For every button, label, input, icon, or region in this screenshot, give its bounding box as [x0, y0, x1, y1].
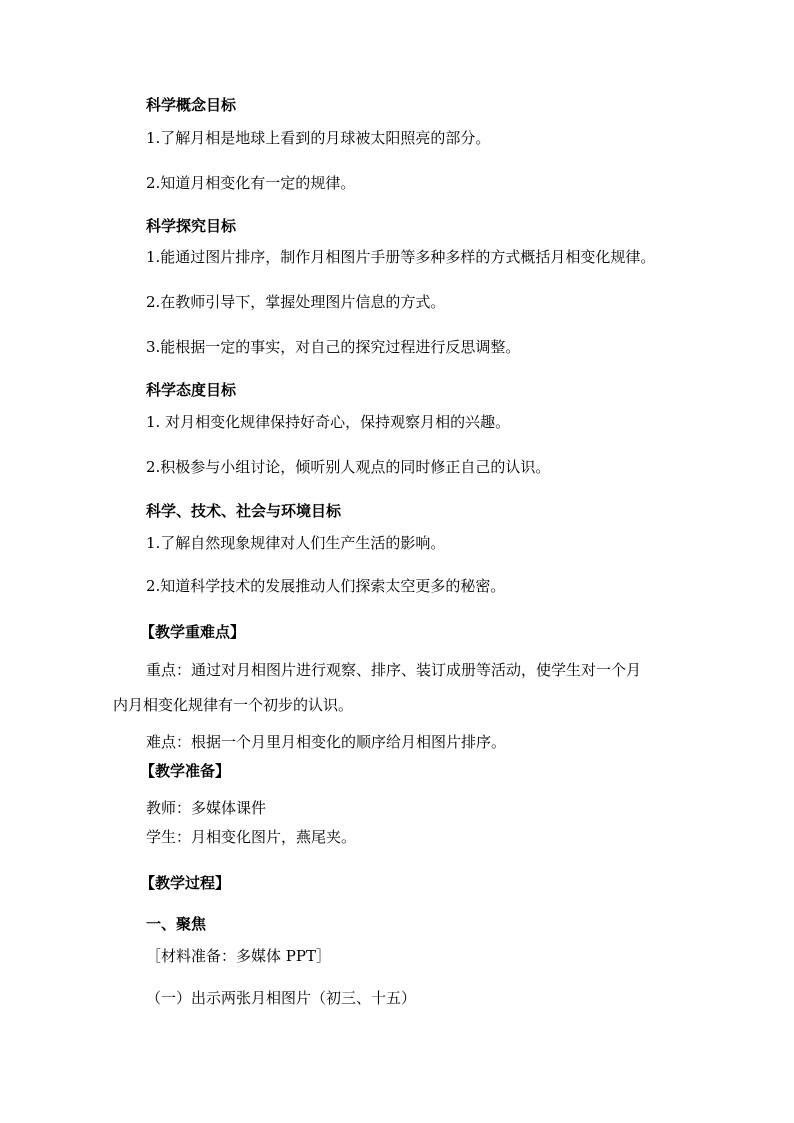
process-materials: ［材料准备：多媒体 PPT］	[146, 947, 331, 965]
inquiry-item-3: 3.能根据一定的事实，对自己的探究过程进行反思调整。	[146, 338, 521, 356]
stse-item-2: 2.知道科学技术的发展推动人们探索太空更多的秘密。	[146, 577, 506, 595]
preparation-teacher: 教师：多媒体课件	[146, 799, 267, 817]
process-step-1-heading: 一、聚焦	[146, 915, 207, 933]
section-heading-attitude: 科学态度目标	[146, 381, 237, 399]
key-point-focus-line-1: 重点：通过对月相图片进行观察、排序、装订成册等活动，使学生对一个月	[146, 661, 642, 679]
stse-item-1: 1.了解自然现象规律对人们生产生活的影响。	[146, 534, 446, 552]
concept-item-1: 1.了解月相是地球上看到的月球被太阳照亮的部分。	[146, 129, 491, 147]
process-heading: 【教学过程】	[140, 874, 231, 892]
section-heading-stse: 科学、技术、社会与环境目标	[146, 502, 342, 520]
key-point-focus-line-2: 内月相变化规律有一个初步的认识。	[113, 696, 354, 714]
attitude-item-2: 2.积极参与小组讨论，倾听别人观点的同时修正自己的认识。	[146, 458, 551, 476]
preparation-student: 学生：月相变化图片，燕尾夹。	[146, 828, 357, 846]
inquiry-item-2: 2.在教师引导下，掌握处理图片信息的方式。	[146, 293, 446, 311]
attitude-item-1: 1. 对月相变化规律保持好奇心，保持观察月相的兴趣。	[146, 413, 511, 431]
section-heading-concept: 科学概念目标	[146, 96, 237, 114]
key-point-difficulty: 难点：根据一个月里月相变化的顺序给月相图片排序。	[146, 733, 507, 751]
concept-item-2: 2.知道月相变化有一定的规律。	[146, 174, 356, 192]
section-heading-inquiry: 科学探究目标	[146, 217, 237, 235]
key-points-heading: 【教学重难点】	[140, 623, 246, 641]
inquiry-item-1: 1.能通过图片排序，制作月相图片手册等多种多样的方式概括月相变化规律。	[146, 248, 656, 266]
preparation-heading: 【教学准备】	[140, 762, 231, 780]
process-sub-1: （一）出示两张月相图片（初三、十五）	[146, 989, 417, 1007]
